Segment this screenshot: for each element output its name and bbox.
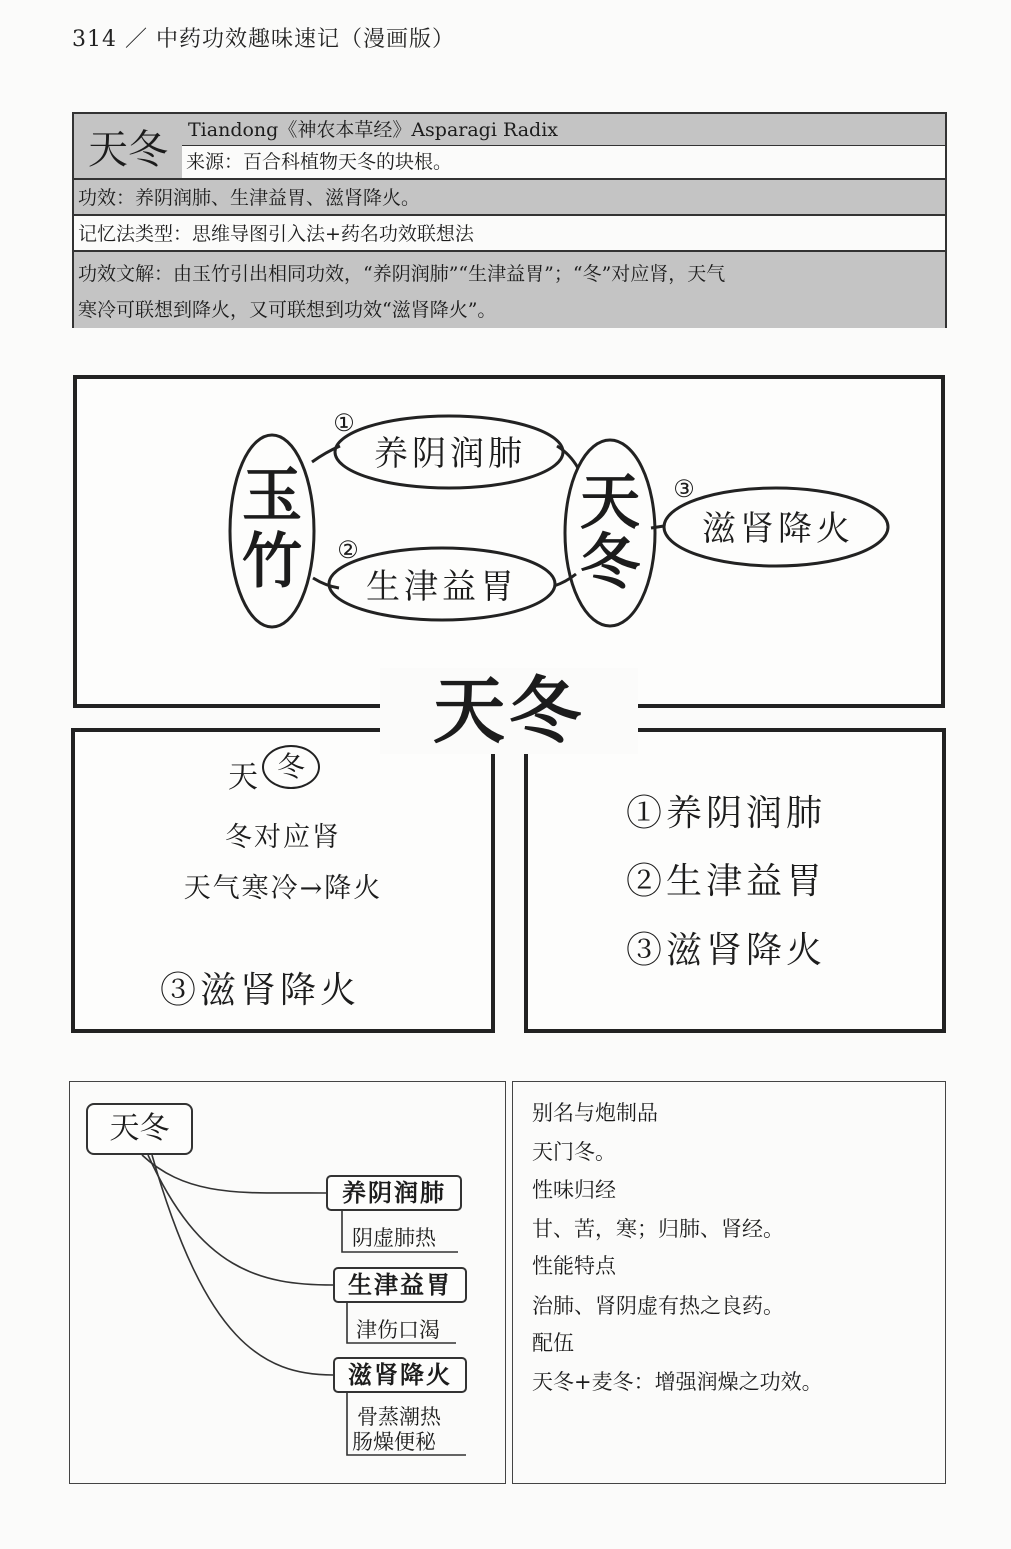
origin-line: 来源：百合科植物天冬的块根。 bbox=[182, 146, 945, 178]
oval-2-label: 生津益胃 bbox=[366, 567, 518, 607]
mindmap-sub: 肠燥便秘 bbox=[352, 1430, 436, 1454]
mindmap-sub: 骨蒸潮热 bbox=[357, 1405, 441, 1429]
detail-text: 甘、苦，寒；归肺、肾经。 bbox=[532, 1217, 784, 1241]
title-row bbox=[74, 114, 945, 180]
memory-method-row: 记忆法类型：思维导图引入法+药名功效联想法 bbox=[74, 216, 945, 252]
mindmap-root: 天冬 bbox=[86, 1103, 193, 1155]
yuzhu-char-2: 竹 bbox=[242, 527, 302, 597]
mindmap-sub: 津伤口渴 bbox=[356, 1318, 440, 1342]
tiandong-char-2: 冬 bbox=[580, 528, 640, 598]
comic-frame-mindmap bbox=[73, 375, 945, 708]
big-title: 天冬 bbox=[432, 669, 585, 753]
tiandong-char-1: 天 bbox=[580, 468, 640, 538]
bl-line-1: 冬对应肾 bbox=[225, 822, 341, 853]
efficacy-row: 功效：养阴润肺、生津益胃、滋肾降火。 bbox=[74, 180, 945, 216]
detail-text: 天门冬。 bbox=[532, 1140, 616, 1164]
num-1: ① bbox=[333, 409, 355, 437]
explanation-row bbox=[74, 252, 945, 328]
bl-line-2: 天气寒冷→降火 bbox=[183, 873, 383, 904]
bl-tian-char: 天 bbox=[228, 760, 258, 795]
yuzhu-char-1: 玉 bbox=[242, 461, 302, 531]
mindmap-branch: 养阴润肺 bbox=[326, 1175, 462, 1211]
bl-dong-circled: 冬 bbox=[262, 745, 320, 789]
br-item: ①养阴润肺 bbox=[626, 793, 827, 834]
detail-heading: 别名与炮制品 bbox=[532, 1101, 658, 1125]
br-item: ③滋肾降火 bbox=[626, 930, 827, 971]
page-header: 314 ／ 中药功效趣味速记（漫画版） bbox=[72, 27, 455, 52]
detail-text: 治肺、肾阴虚有热之良药。 bbox=[532, 1294, 784, 1318]
herb-info-table bbox=[72, 112, 947, 328]
explanation-line-2: 寒冷可联想到降火，又可联想到功效“滋肾降火”。 bbox=[78, 299, 497, 321]
oval-1-label: 养阴润肺 bbox=[374, 434, 526, 474]
detail-heading: 性能特点 bbox=[532, 1254, 616, 1278]
bl-result: ③滋肾降火 bbox=[160, 970, 361, 1011]
num-2: ② bbox=[337, 536, 359, 564]
explanation-line-1: 功效文解：由玉竹引出相同功效，“养阴润肺”“生津益胃”；“冬”对应肾，天气 bbox=[78, 263, 726, 285]
detail-heading: 性味归经 bbox=[532, 1178, 616, 1202]
num-3: ③ bbox=[673, 475, 695, 503]
detail-text: 天冬+麦冬：增强润燥之功效。 bbox=[532, 1370, 823, 1394]
pinyin-source-line: Tiandong《神农本草经》Asparagi Radix bbox=[182, 114, 945, 146]
br-item: ②生津益胃 bbox=[626, 861, 827, 902]
herb-name: 天冬 bbox=[74, 114, 184, 178]
mindmap-sub: 阴虚肺热 bbox=[352, 1226, 436, 1250]
mindmap-branch: 滋肾降火 bbox=[333, 1357, 467, 1393]
detail-heading: 配伍 bbox=[532, 1331, 574, 1355]
mindmap-branch: 生津益胃 bbox=[333, 1267, 467, 1303]
oval-3-label: 滋肾降火 bbox=[702, 509, 854, 549]
